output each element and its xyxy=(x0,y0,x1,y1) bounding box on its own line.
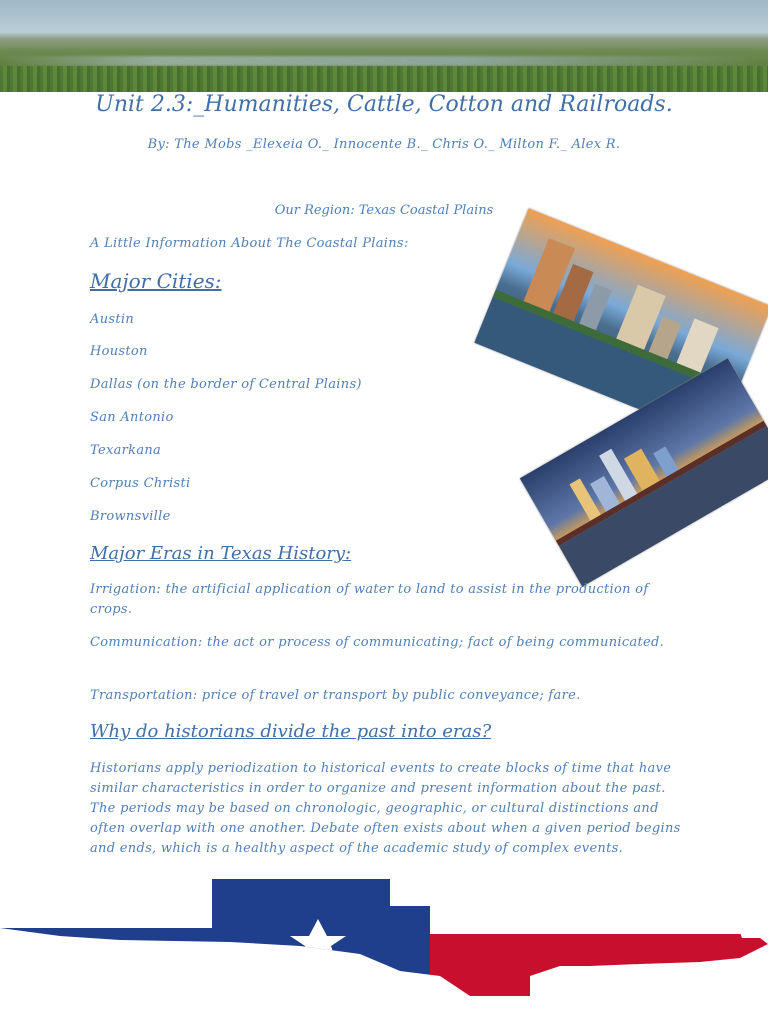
city-item: Austin xyxy=(90,312,134,327)
authors-line: By: The Mobs _Elexeia O._ Innocente B._ Chris O._ Milton F._ Alex R. xyxy=(147,137,621,152)
city-item: Texarkana xyxy=(90,443,162,458)
era-definition: Transportation: price of travel or transport by public conveyance; fare. xyxy=(90,688,581,703)
header-landscape-banner xyxy=(0,0,768,92)
city-item: Corpus Christi xyxy=(90,476,191,491)
banner-river xyxy=(0,56,768,66)
era-definition: Irrigation: the artificial application of water to land to assist in the production of crops. xyxy=(90,582,649,617)
era-definition: Communication: the act or process of communicating; fact of being communicated. xyxy=(90,635,665,650)
city-item: Brownsville xyxy=(90,509,171,524)
major-cities-heading: Major Cities: xyxy=(90,269,222,293)
why-eras-heading: Why do historians divide the past into eras? xyxy=(90,721,492,742)
texas-flag-map-graphic xyxy=(0,876,768,996)
city-item: Houston xyxy=(90,344,148,359)
page-title: Unit 2.3:_Humanities, Cattle, Cotton and Railroads. xyxy=(95,92,673,117)
city-item: Dallas (on the border of Central Plains) xyxy=(90,377,362,392)
city-item: San Antonio xyxy=(90,410,174,425)
banner-grass xyxy=(0,66,768,92)
why-eras-paragraph: Historians apply periodization to historical events to create blocks of time that have similar characteristics in order to organize and present information about the past. The periods may be based on chronologic, geographic, or cultural distinctions and often overlap with one another. Debate often exists about when a given period begins and ends, which is a healthy aspect of the academic study of complex events. xyxy=(90,761,681,856)
region-line: Our Region: Texas Coastal Plains xyxy=(274,203,494,218)
major-eras-heading: Major Eras in Texas History: xyxy=(90,543,352,564)
info-line: A Little Information About The Coastal Plains: xyxy=(90,236,409,251)
